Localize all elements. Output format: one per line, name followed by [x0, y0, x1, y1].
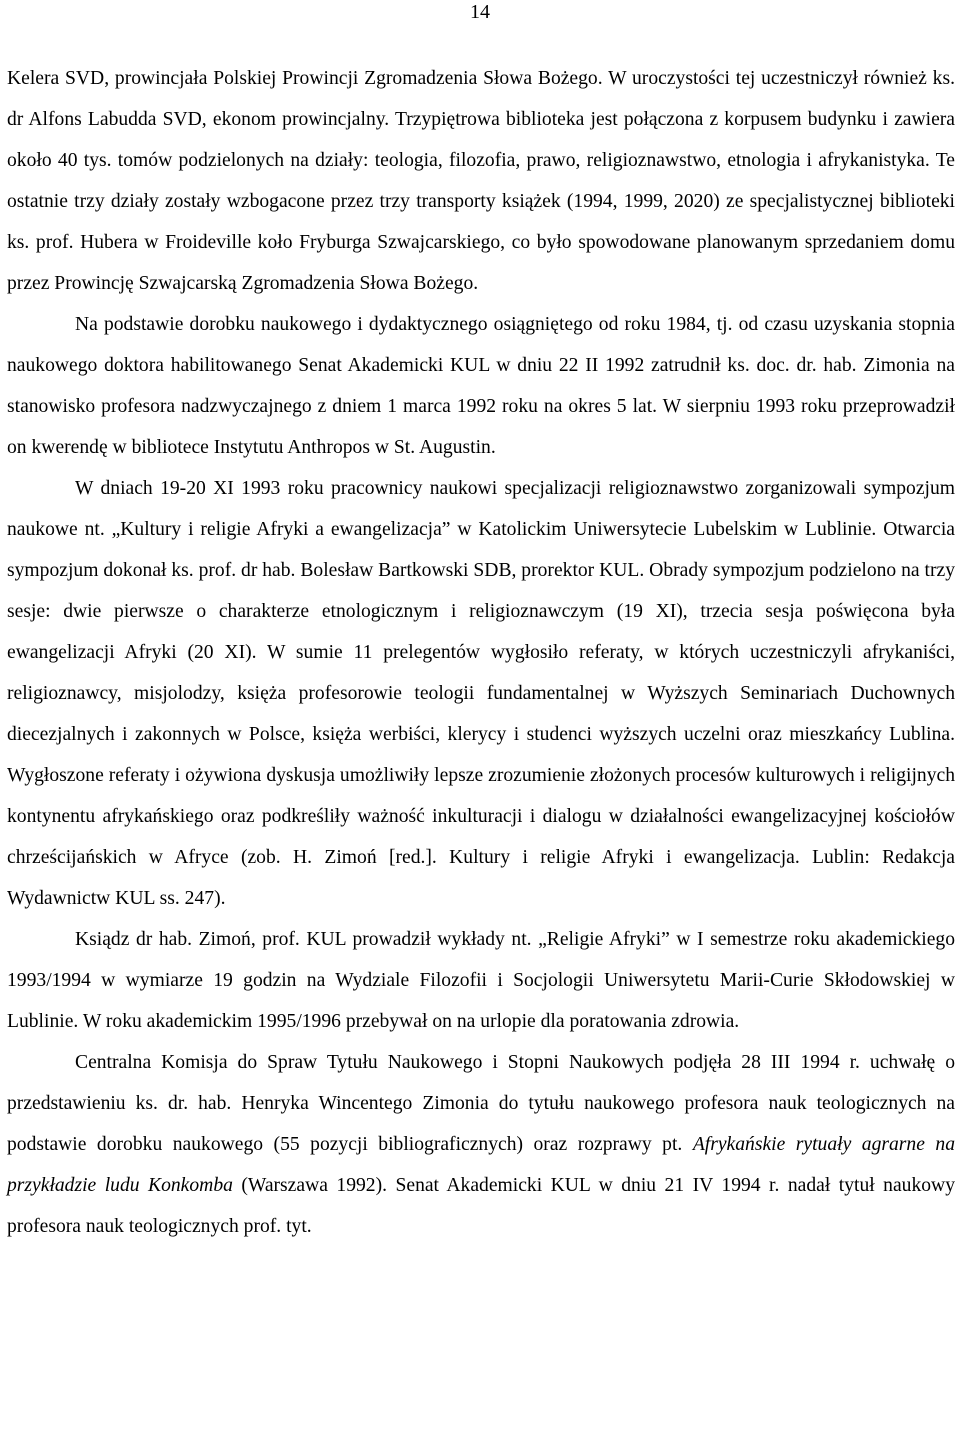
book-title: Afrykańskie rytuały agrarne na przykładzie ludu Konkomba — [7, 1134, 955, 1196]
paragraph-3: W dniach 19-20 XI 1993 roku pracownicy naukowi specjalizacji religioznawstwo zorganizowali sympozjum naukowe nt. „Kultury i religie Afryki a ewangelizacja” w Katolickim Uniwersytecie Lubelskim w Lublinie. Otwarcia sympozjum dokonał ks. prof. dr hab. Bolesław Bartkowski SDB, prorektor KUL. Obrady sympozjum podzielono na trzy sesje: dwie pierwsze o charakterze etnologicznym i religioznawczym (19 XI), trzecia sesja poświęcona była ewangelizacji Afryki (20 XI). W sumie 11 prelegentów wygłosiło referaty, w których uczestniczyli afrykaniści, religioznawcy, misjolodzy, księża profesorowie teologii fundamentalnej w Wyższych Seminariach Duchownych diecezjalnych i zakonnych w Polsce, księża werbiści, klerycy i studenci wyższych uczelni oraz mieszkańcy Lublina. Wygłoszone referaty i ożywiona dyskusja umożliwiły lepsze zrozumienie złożonych procesów kulturowych i religijnych kontynentu afrykańskiego oraz podkreśliły ważność inkulturacji i dialogu w działalności ewangelizacyjnej kościołów chrześcijańskich w Afryce (zob. H. Zimoń [red.]. Kultury i religie Afryki i ewangelizacja. Lublin: Redakcja Wydawnictw KUL ss. 247). — [7, 478, 955, 909]
page-number: 14 — [470, 1, 490, 23]
paragraph-1: Kelera SVD, prowincjała Polskiej Prowincji Zgromadzenia Słowa Bożego. W uroczystości tej uczestniczył również ks. dr Alfons Labudda SVD, ekonom prowincjalny. Trzypiętrowa biblioteka jest połączona z korpusem budynku i zawiera około 40 tys. tomów podzielonych na działy: teologia, filozofia, prawo, religioznawstwo, etnologia i afrykanistyka. Te ostatnie trzy działy zostały wzbogacone przez trzy transporty książek (1994, 1999, 2020) ze specjalistycznej biblioteki ks. prof. Hubera w Froideville koło Fryburga Szwajcarskiego, co było spowodowane planowanym sprzedaniem domu przez Prowincję Szwajcarską Zgromadzenia Słowa Bożego. — [7, 68, 955, 294]
paragraph-5-text-end: (Warszawa 1992). Senat Akademicki KUL w dniu 21 IV 1994 r. nadał tytuł naukowy profesora nauk teologicznych prof. tyt. — [7, 1175, 955, 1237]
paragraph-5 — [7, 1042, 955, 1247]
paragraph-2: Na podstawie dorobku naukowego i dydaktycznego osiągniętego od roku 1984, tj. od czasu uzyskania stopnia naukowego doktora habilitowanego Senat Akademicki KUL w dniu 22 II 1992 zatrudnił ks. doc. dr. hab. Zimonia na stanowisko profesora nadzwyczajnego z dniem 1 marca 1992 roku na okres 5 lat. W sierpniu 1993 roku przeprowadził on kwerendę w bibliotece Instytutu Anthropos w St. Augustin. — [7, 314, 955, 458]
paragraph-5-text-start: Centralna Komisja do Spraw Tytułu Naukowego i Stopni Naukowych podjęła 28 III 1994 r. uchwałę o przedstawieniu ks. dr. hab. Henryka Wincentego Zimonia do tytułu naukowego profesora nauk teologicznych na podstawie dorobku naukowego (55 pozycji bibliograficznych) oraz rozprawy pt. — [7, 1052, 955, 1155]
paragraph-4: Ksiądz dr hab. Zimoń, prof. KUL prowadził wykłady nt. „Religie Afryki” w I semestrze roku akademickiego 1993/1994 w wymiarze 19 godzin na Wydziale Filozofii i Socjologii Uniwersytetu Marii-Curie Skłodowskiej w Lublinie. W roku akademickim 1995/1996 przebywał on na urlopie dla poratowania zdrowia. — [7, 929, 955, 1032]
body-text — [7, 58, 955, 1247]
